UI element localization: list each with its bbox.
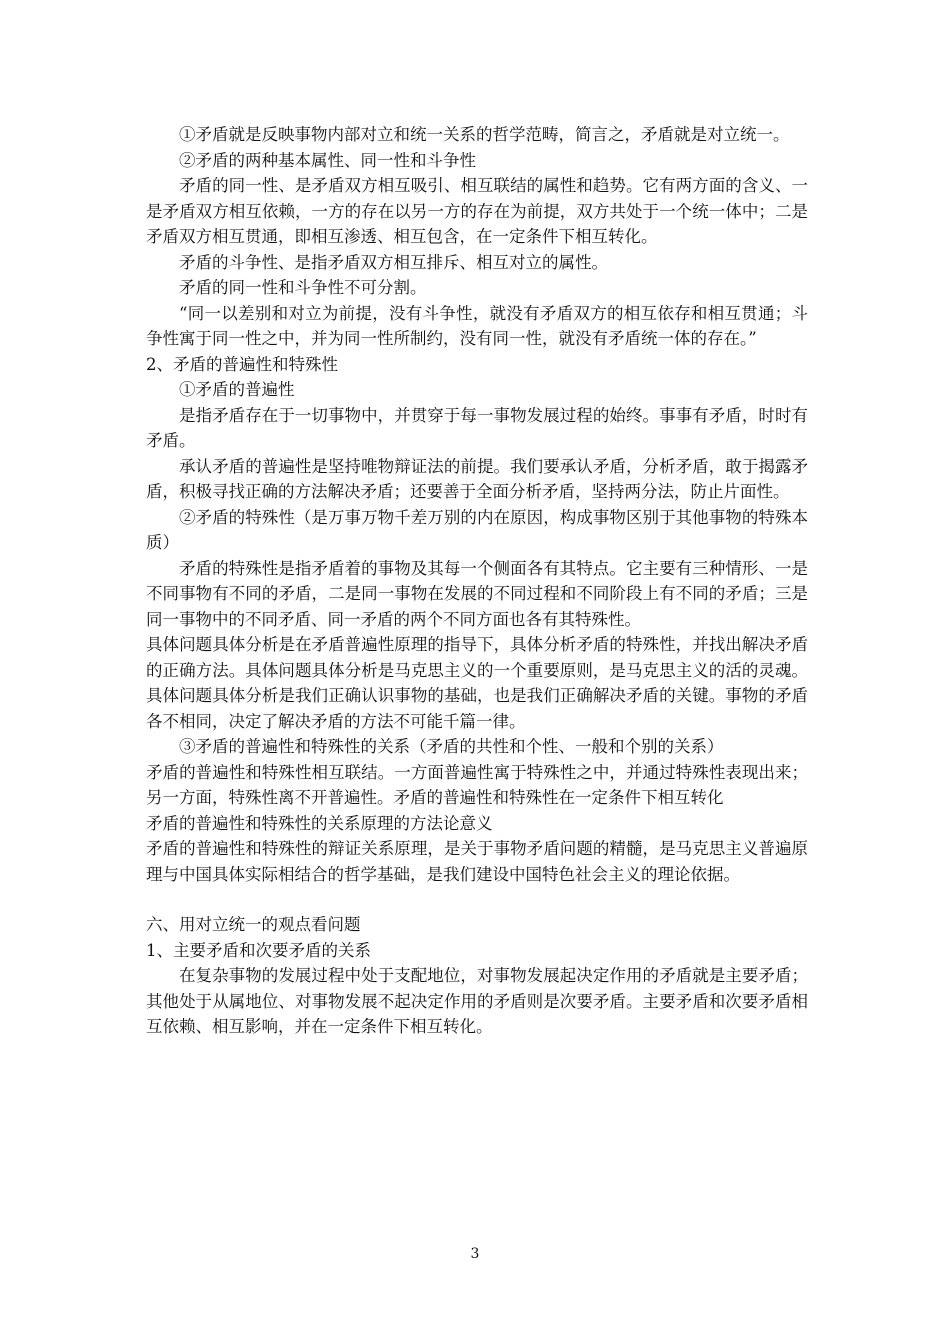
paragraph: 承认矛盾的普遍性是坚持唯物辩证法的前提。我们要承认矛盾，分析矛盾，敢于揭露矛盾，积极寻找正确的方法解决矛盾；还要善于全面分析矛盾，坚持两分法，防止片面性。 xyxy=(146,456,808,501)
paragraph: 是指矛盾存在于一切事物中，并贯穿于每一事物发展过程的始终。事事有矛盾，时时有矛盾。 xyxy=(146,405,808,450)
paragraph: 矛盾的同一性、是矛盾双方相互吸引、相互联结的属性和趋势。它有两方面的含义、一是矛盾双方相互依赖，一方的存在以另一方的存在为前提，双方共处于一个统一体中；二是矛盾双方相互贯通，即相互渗透、相互包含，在一定条件下相互转化。 xyxy=(146,176,808,246)
paragraph: 2、矛盾的普遍性和特殊性 xyxy=(146,354,338,374)
paragraph: 矛盾的普遍性和特殊性相互联结。一方面普遍性寓于特殊性之中，并通过特殊性表现出来；另一方面，特殊性离不开普遍性。矛盾的普遍性和特殊性在一定条件下相互转化 xyxy=(146,762,808,807)
paragraph: 矛盾的同一性和斗争性不可分割。 xyxy=(179,278,427,297)
paragraph: 矛盾的特殊性是指矛盾着的事物及其每一个侧面各有其特点。它主要有三种情形、一是不同事物有不同的矛盾，二是同一事物在发展的不同过程和不同阶段上有不同的矛盾；三是同一事物中的不同矛盾、同一矛盾的两个不同方面也各有其特殊性。 xyxy=(146,558,808,629)
paragraph: 在复杂事物的发展过程中处于支配地位，对事物发展起决定作用的矛盾就是主要矛盾；其他处于从属地位、对事物发展不起决定作用的矛盾则是次要矛盾。主要矛盾和次要矛盾相互依赖、相互影响，并在一定条件下相互转化。 xyxy=(146,966,808,1036)
paragraph: ③矛盾的普遍性和特殊性的关系（矛盾的共性和个性、一般和个别的关系） xyxy=(179,737,724,756)
paragraph: 矛盾的普遍性和特殊性的辩证关系原理，是关于事物矛盾问题的精髓，是马克思主义普遍原理与中国具体实际相结合的哲学基础，是我们建设中国特色社会主义的理论依据。 xyxy=(146,839,808,884)
paragraph: 矛盾的普遍性和特殊性的关系原理的方法论意义 xyxy=(146,813,493,833)
paragraph: “同一以差别和对立为前提，没有斗争性，就没有矛盾双方的相互依存和相互贯通；斗争性寓于同一性之中，并为同一性所制约，没有同一性，就没有矛盾统一体的存在。” xyxy=(146,303,808,348)
page-number: 3 xyxy=(470,1246,480,1262)
paragraph: ②矛盾的两种基本属性、同一性和斗争性 xyxy=(179,150,476,170)
blank-line xyxy=(146,887,808,912)
paragraph: 矛盾的斗争性、是指矛盾双方相互排斥、相互对立的属性。 xyxy=(179,252,608,272)
paragraph: ②矛盾的特殊性（是万事万物千差万别的内在原因，构成事物区别于其他事物的特殊本质） xyxy=(146,507,808,552)
paragraph: ①矛盾的普遍性 xyxy=(179,380,295,399)
paragraph: ①矛盾就是反映事物内部对立和统一关系的哲学范畴，简言之，矛盾就是对立统一。 xyxy=(179,125,790,144)
document-body xyxy=(146,122,808,1040)
paragraph: 具体问题具体分析是在矛盾普遍性原理的指导下，具体分析矛盾的特殊性，并找出解决矛盾的正确方法。具体问题具体分析是马克思主义的一个重要原则，是马克思主义的活的灵魂。具体问题具体分析是我们正确认识事物的基础，也是我们正确解决矛盾的关键。事物的矛盾各不相同，决定了解决矛盾的方法不可能千篇一律。 xyxy=(146,635,808,731)
paragraph: 六、用对立统一的观点看问题 xyxy=(146,915,361,934)
paragraph: 1、主要矛盾和次要矛盾的关系 xyxy=(146,940,371,960)
